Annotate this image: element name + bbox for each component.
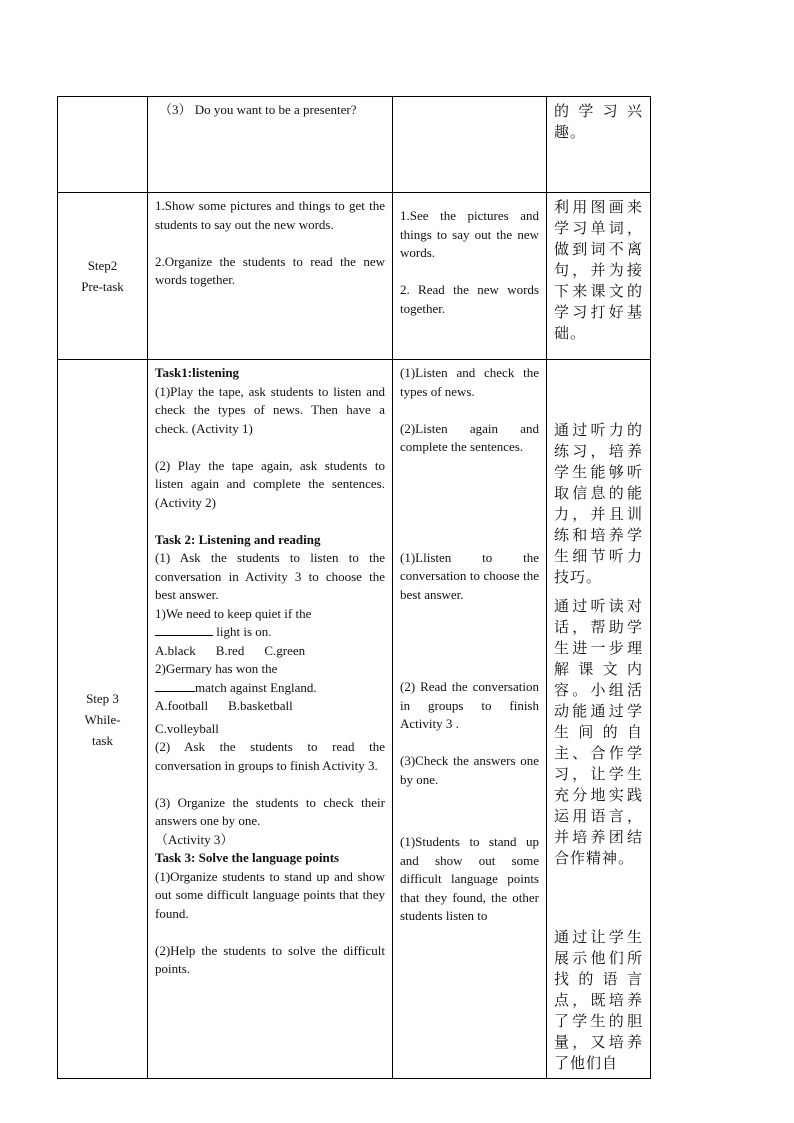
student-item: (1)Students to stand up and show out some difficult language points that they found, the other students listen to <box>400 834 539 923</box>
answer-blank <box>155 623 213 636</box>
purpose-cell <box>547 360 651 1079</box>
table-row <box>58 97 651 193</box>
lesson-plan-table <box>57 96 651 1079</box>
step-sublabel: Pre-task <box>81 279 124 294</box>
purpose-cell <box>547 193 651 360</box>
student-activity-cell <box>393 97 547 193</box>
step-label: Step 3 <box>86 690 119 706</box>
task3-item: (1)Organize students to stand up and show out some difficult language points that they found. <box>155 868 385 921</box>
task2-item: (3) Organize the students to check their answers one by one. <box>155 794 385 828</box>
question-1: 1)We need to keep quiet if the light is on. <box>155 605 312 639</box>
student-item: (2) Read the conversation in groups to finish Activity 3 . <box>400 679 539 731</box>
step-sublabel: task <box>92 732 113 748</box>
student-item: 2. Read the new words together. <box>400 282 539 316</box>
question-2: 2)Germary has won the match against England. <box>155 661 317 695</box>
task2-title: Task 2: Listening and reading <box>155 531 321 547</box>
task3-item: (2)Help the students to solve the difficult points. <box>155 942 385 976</box>
step-cell <box>58 360 148 1079</box>
teacher-line: （3） Do you want to be a presenter? <box>159 102 357 117</box>
task1-item: (2) Play the tape again, ask students to listen again and complete the sentences. (Activity 2) <box>155 457 385 510</box>
step-label: Step2 <box>87 258 118 273</box>
student-item: (3)Check the answers one by one. <box>400 753 539 787</box>
step-sublabel: While- <box>84 711 121 727</box>
table-row <box>58 360 651 1079</box>
purpose-text: 通过让学生展示他们所找的语言点，既培养了学生的胆量，又培养了他们自 <box>554 928 643 1072</box>
student-item: (1)Llisten to the conversation to choose the best answer. <box>400 549 539 602</box>
student-item: (2)Listen again and complete the sentences. <box>400 420 539 454</box>
purpose-text: 利用图画来学习单词，做到词不离句，并为接下来课文的学习打好基础。 <box>554 198 643 342</box>
task2-item-tail: （Activity 3） <box>155 831 234 847</box>
purpose-text: 通过听力的练习，培养学生能够听取信息的能力，并且训练和培养学生细节听力技巧。 <box>554 421 643 586</box>
task3-title: Task 3: Solve the language points <box>155 850 340 865</box>
student-activity-cell <box>393 360 547 1079</box>
student-item: (1)Listen and check the types of news. <box>400 365 539 399</box>
question-2-option-c: C.volleyball <box>155 720 219 736</box>
step-cell <box>58 193 148 360</box>
teacher-item: 1.Show some pictures and things to get the students to say out the new words. <box>155 198 385 232</box>
teacher-activity-cell <box>148 360 393 1079</box>
purpose-cell <box>547 97 651 193</box>
table-row <box>58 193 651 360</box>
task1-title: Task1:listening <box>155 365 240 380</box>
teacher-activity-cell <box>148 97 393 193</box>
task1-item: (1)Play the tape, ask students to listen and check the types of news. Then have a check. (Activity 1) <box>155 383 385 436</box>
teacher-activity-cell <box>148 193 393 360</box>
student-item: 1.See the pictures and things to say out the new words. <box>400 208 539 260</box>
purpose-text: 的学习兴趣。 <box>554 102 643 141</box>
task2-intro: (1) Ask the students to listen to the conversation in Activity 3 to choose the best answer. <box>155 550 385 602</box>
teacher-item: 2.Organize the students to read the new words together. <box>155 253 385 287</box>
purpose-text: 通过听读对话，帮助学生进一步理解课文内容。小组活动能通过学生间的自主、合作学习，让学生充分地实践运用语言，并培养团结合作精神。 <box>554 597 643 867</box>
answer-blank <box>155 679 195 692</box>
task2-item: (2) Ask the students to read the conversation in groups to finish Activity 3. <box>155 739 385 773</box>
question-1-options: A.black B.red C.green <box>155 642 306 658</box>
step-cell <box>58 97 148 193</box>
question-2-options: A.football B.basketball <box>155 698 293 713</box>
student-activity-cell <box>393 193 547 360</box>
